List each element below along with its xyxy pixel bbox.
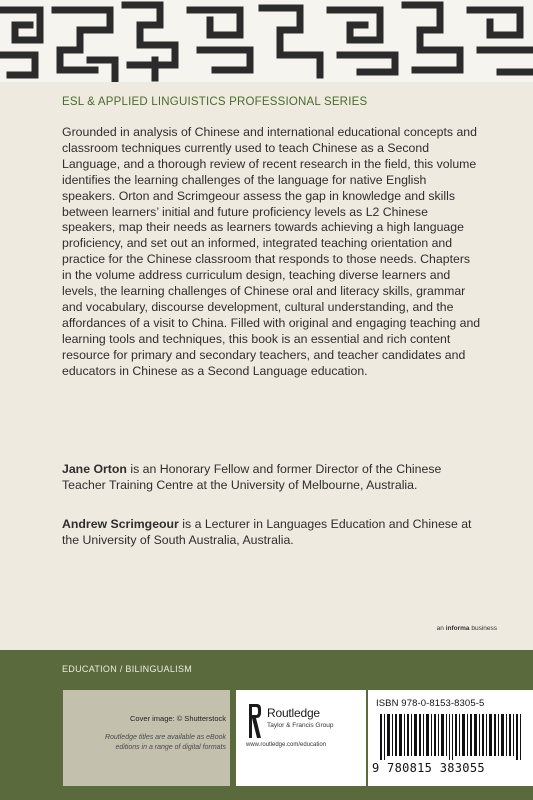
- barcode-number: 9 780815 383055: [372, 761, 485, 775]
- ebook-availability-note: Routledge titles are available as eBook editions in a range of digital formats: [104, 734, 226, 751]
- informa-tagline: an informa business: [436, 625, 497, 632]
- author-bio-text: is an Honorary Fellow and former Director of the Chinese Teacher Training Centre at the University of Melbourne, Australia.: [62, 462, 442, 492]
- decorative-pattern-band: [0, 0, 533, 82]
- barcode-icon: [380, 714, 526, 760]
- isbn-label: ISBN 978-0-8153-8305-5: [376, 698, 485, 709]
- routledge-logo-icon: [248, 703, 262, 739]
- cover-image-credit: Cover image: © Shutterstock: [130, 714, 226, 723]
- author-bio-orton: [62, 462, 482, 494]
- author-bio-scrimgeour: [62, 517, 482, 549]
- publisher-name: Routledge: [267, 706, 320, 720]
- publisher-url: www.routledge.com/education: [246, 742, 327, 748]
- book-description: Grounded in analysis of Chinese and international educational concepts and classroom techniques currently used to teach Chinese as a Second Language, and a thorough review of recent research in the field, this volume identifies the learning challenges of the language for native English speakers. Orton and Scrimgeour assess the gap in knowledge and skills between learners’ initial and future proficiency levels as L2 Chinese speakers, map their needs as learners towards achieving a high language proficiency, and set out an informed, integrated teaching orientation and practice for the Chinese classroom that responds to those needs. Chapters in the volume address curriculum design, teaching diverse learners and levels, the learning challenges of Chinese oral and literacy skills, grammar and vocabulary, discourse development, cultural understanding, and the affordances of a visit to China. Filled with original and engaging teaching and learning tools and techniques, this book is an essential and rich content resource for primary and secondary teachers, and teacher candidates and educators in Chinese as a Second Language education.: [62, 125, 481, 378]
- author-bio-text: is a Lecturer in Languages Education and Chinese at the University of South Australia, Australia.: [62, 517, 472, 547]
- subject-category: EDUCATION / BILINGUALISM: [62, 664, 193, 674]
- publisher-group: Taylor & Francis Group: [267, 722, 334, 729]
- author-name: Andrew Scrimgeour: [62, 517, 179, 531]
- author-name: Jane Orton: [62, 462, 127, 476]
- series-title: ESL & APPLIED LINGUISTICS PROFESSIONAL SERIES: [62, 96, 368, 108]
- fret-pattern: [0, 0, 533, 82]
